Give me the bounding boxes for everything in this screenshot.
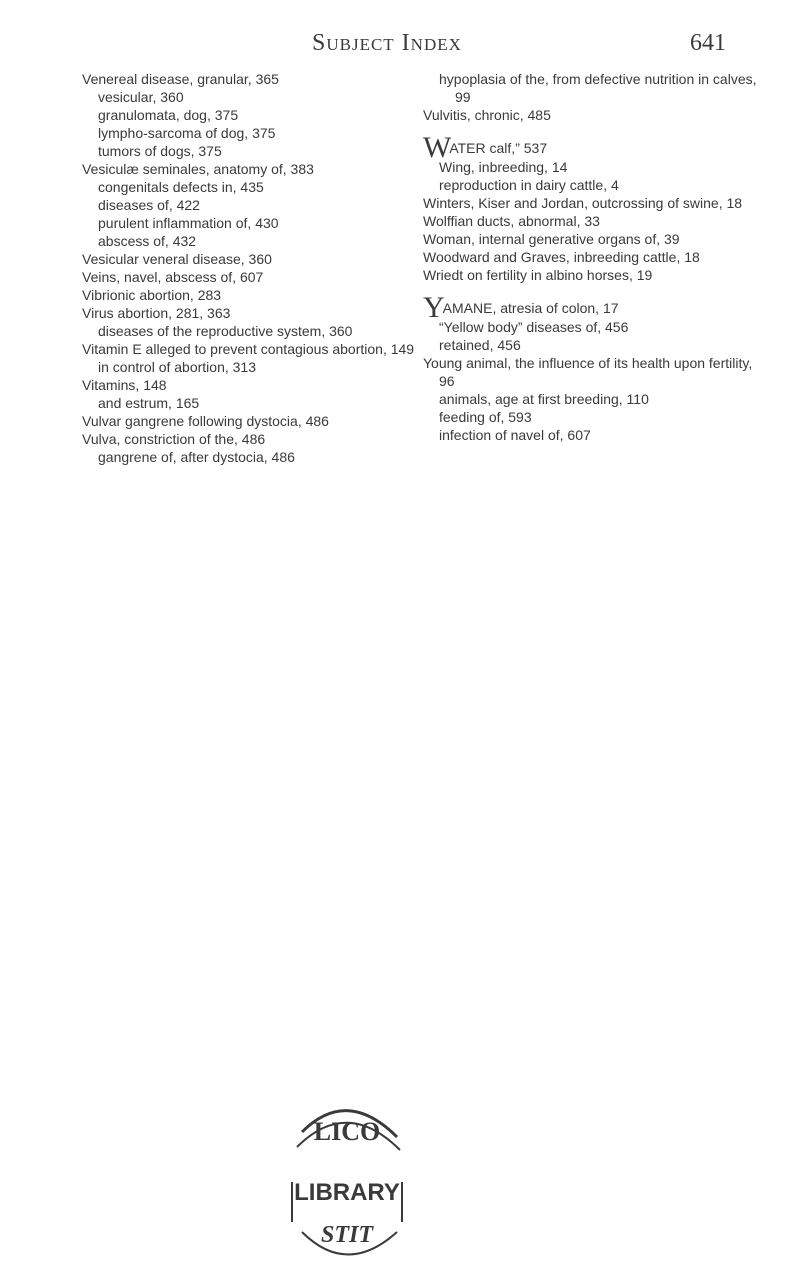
index-entry: Venereal disease, granular, 365 bbox=[82, 71, 279, 87]
index-entry: Veins, navel, abscess of, 607 bbox=[82, 269, 264, 285]
index-subentry: vesicular, 360 bbox=[98, 89, 184, 105]
index-entry: Vulva, constriction of the, 486 bbox=[82, 431, 266, 447]
index-entry bbox=[423, 131, 768, 164]
index-subentry: animals, age at first breeding, 110 bbox=[439, 391, 649, 407]
index-column-right bbox=[423, 70, 768, 444]
index-subentry: and estrum, 165 bbox=[98, 395, 200, 411]
index-subentry: diseases of the reproductive system, 360 bbox=[98, 323, 353, 339]
index-entry: Vesiculæ seminales, anatomy of, 383 bbox=[82, 161, 314, 177]
index-subentry: retained, 456 bbox=[439, 337, 521, 353]
section-initial-letter: W bbox=[423, 131, 452, 164]
index-subentry: infection of navel of, 607 bbox=[439, 427, 591, 443]
index-entry: Vulvitis, chronic, 485 bbox=[423, 107, 551, 123]
index-entry: Winters, Kiser and Jordan, outcrossing of swine, 18 bbox=[423, 195, 743, 211]
index-subentry: lympho-sarcoma of dog, 375 bbox=[98, 125, 276, 141]
index-subentry: congenitals defects in, 435 bbox=[98, 179, 264, 195]
index-subentry: diseases of, 422 bbox=[98, 197, 200, 213]
index-column-left bbox=[82, 70, 422, 466]
index-subentry: feeding of, 593 bbox=[439, 409, 532, 425]
index-subentry: tumors of dogs, 375 bbox=[98, 143, 222, 159]
index-entry: Woodward and Graves, inbreeding cattle, 18 bbox=[423, 249, 700, 265]
running-title: Subject Index bbox=[312, 30, 462, 56]
index-subentry: hypoplasia of the, from defective nutrition in calves, 99 bbox=[439, 71, 757, 105]
index-entry: Vibrionic abortion, 283 bbox=[82, 287, 222, 303]
index-entry-text: ATER calf,” 537 bbox=[449, 140, 548, 156]
index-entry-text: AMANE, atresia of colon, 17 bbox=[442, 300, 619, 316]
index-entry: Vitamin E alleged to prevent contagious abortion, 149 bbox=[82, 341, 415, 357]
section-initial-letter: Y bbox=[423, 291, 445, 324]
index-subentry: purulent inflammation of, 430 bbox=[98, 215, 279, 231]
index-entry: Vitamins, 148 bbox=[82, 377, 167, 393]
index-subentry: Wing, inbreeding, 14 bbox=[439, 159, 568, 175]
library-stamp bbox=[272, 1092, 422, 1262]
index-subentry: abscess of, 432 bbox=[98, 233, 197, 249]
index-entry: Wolffian ducts, abnormal, 33 bbox=[423, 213, 600, 229]
stamp-bottom-text: STIT bbox=[320, 1222, 374, 1248]
page-number: 641 bbox=[690, 30, 726, 56]
index-subentry: in control of abortion, 313 bbox=[98, 359, 256, 375]
index-entry: Vesicular veneral disease, 360 bbox=[82, 251, 272, 267]
index-entry: Woman, internal generative organs of, 39 bbox=[423, 231, 680, 247]
index-entry: Young animal, the influence of its health upon fertility, 96 bbox=[423, 355, 753, 389]
index-entry bbox=[423, 291, 768, 324]
index-entry: Vulvar gangrene following dystocia, 486 bbox=[82, 413, 329, 429]
letter-section-gap bbox=[423, 284, 768, 298]
page-header bbox=[0, 30, 800, 60]
letter-section-gap bbox=[423, 124, 768, 138]
index-entry: Virus abortion, 281, 363 bbox=[82, 305, 231, 321]
index-subentry: reproduction in dairy cattle, 4 bbox=[439, 177, 619, 193]
stamp-middle-text: LIBRARY bbox=[294, 1179, 400, 1206]
index-entry: Wriedt on fertility in albino horses, 19 bbox=[423, 267, 653, 283]
index-subentry: gangrene of, after dystocia, 486 bbox=[98, 449, 295, 465]
index-subentry: “Yellow body” diseases of, 456 bbox=[439, 319, 629, 335]
stamp-top-text: LICO bbox=[313, 1117, 381, 1146]
index-subentry: granulomata, dog, 375 bbox=[98, 107, 239, 123]
